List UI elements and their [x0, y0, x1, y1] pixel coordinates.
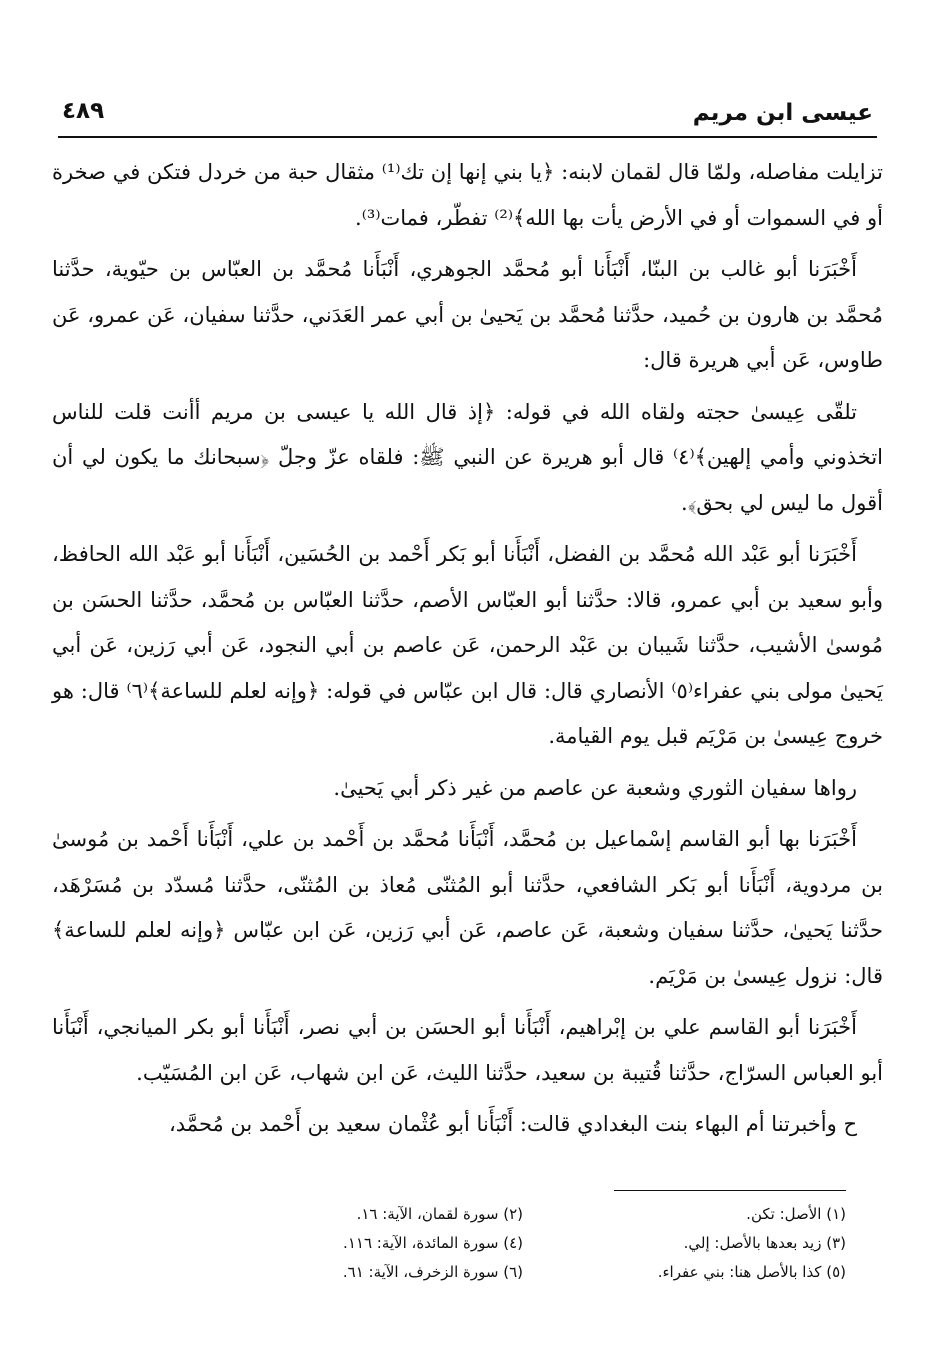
footnote-divider — [614, 1190, 846, 1191]
footnotes — [200, 1200, 846, 1287]
footnote-2: (٢) سورة لقمان، الآية: ١٦. — [356, 1205, 523, 1223]
paragraph-8: ح وأخبرتنا أم البهاء بنت البغدادي قالت: أَنْبَأَنا أبو عُثْمان سعيد بن أَحْمد بن مُحمَّد، — [169, 1112, 857, 1136]
paragraph-3: تلقّى عِيسىٰ حجته ولقاه الله في قوله: ﴿إذ قال الله يا عيسى بن مريم أأنت قلت للناس اتخذوني وأمي إلهين﴾⁽٤⁾ قال أبو هريرة عن النبي ﷺ: فلقاه عزّ وجلّ ﴿سبحانك ما يكون لي أن أقول ما ليس لي بحق﴾. — [52, 399, 883, 515]
paragraph-5: رواها سفيان الثوري وشعبة عن عاصم من غير ذكر أبي يَحيىٰ. — [333, 775, 857, 800]
footnote-4: (٤) سورة المائدة، الآية: ١١٦. — [343, 1234, 523, 1252]
main-text — [52, 150, 883, 1154]
chapter-title: عيسى ابن مريم — [692, 100, 873, 126]
paragraph-1: تزايلت مفاصله، ولمّا قال لقمان لابنه: ﴿يا بني إنها إن تك⁽¹⁾ مثقال حبة من خردل فتكن في صخرة أو في السموات أو في الأرض يأت بها الله﴾⁽²⁾ تفطّر، فمات⁽³⁾. — [52, 160, 883, 230]
page-header — [58, 92, 877, 138]
paragraph-7: أَخْبَرَنا أبو القاسم علي بن إبْراهيم، أَنْبَأَنا أبو الحسَن بن أبي نصر، أَنْبَأَنا أبو بكر الميانجي، أَنْبَأَنا أبو العباس السرّاج، حدَّثنا قُتيبة بن سعيد، حدَّثنا الليث، عَن ابن شهاب، عَن ابن المُسَيّب. — [52, 1015, 883, 1085]
paragraph-2: أَخْبَرَنا أبو غالب بن البنّا، أَنْبَأَنا أبو مُحمَّد الجوهري، أَنْبَأَنا مُحمَّد بن العبّاس بن حيّوية، حدَّثنا مُحمَّد بن هارون بن حُميد، حدَّثنا مُحمَّد بن يَحيىٰ بن أبي عمر العَدَني، حدَّثنا سفيان، عَن عمرو، عَن طاوس، عَن أبي هريرة قال: — [52, 257, 883, 372]
page-number: ٤٨٩ — [62, 98, 105, 124]
footnote-1: (١) الأصل: تكن. — [746, 1205, 846, 1223]
footnote-3: (٣) زيد بعدها بالأصل: إلي. — [683, 1234, 846, 1252]
paragraph-6: أَخْبَرَنا بها أبو القاسم إسْماعيل بن مُحمَّد، أَنْبَأَنا مُحمَّد بن أَحْمد بن علي، أَنْبَأَنا أَحْمد بن مُوسىٰ بن مردوية، أَنْبَأَنا أبو بَكر الشافعي، حدَّثنا أبو المُثنّى مُعاذ بن المُثنّى، حدَّثنا مُسدّد بن مُسَرْهَد، حدَّثنا يَحيىٰ، حدَّثنا سفيان وشعبة، عَن عاصم، عَن أبي رَزين، عَن ابن عبّاس ﴿وإنه لعلم للساعة﴾ قال: نزول عِيسىٰ بن مَرْيَم. — [52, 827, 883, 988]
paragraph-4: أَخْبَرَنا أبو عَبْد الله مُحمَّد بن الفضل، أَنْبَأَنا أبو بَكر أَحْمد بن الحُسَين، أَنْبَأَنا أبو عَبْد الله الحافظ، وأبو سعيد بن أبي عمرو، قالا: حدَّثنا أبو العبّاس الأصم، حدَّثنا العبّاس بن مُحمَّد، حدَّثنا الحسَن بن مُوسىٰ الأشيب، حدَّثنا شَيبان بن عَبْد الرحمن، عَن عاصم بن أبي النجود، عَن أبي رَزين، عَن أبي يَحيىٰ مولى بني عفراء⁽٥⁾ الأنصاري قال: قال ابن عبّاس في قوله: ﴿وإنه لعلم للساعة﴾⁽٦⁾ قال: هو خروج عِيسىٰ بن مَرْيَم قبل يوم القيامة. — [52, 542, 883, 748]
footnote-6: (٦) سورة الزخرف، الآية: ٦١. — [342, 1263, 523, 1281]
footnote-5: (٥) كذا بالأصل هنا: بني عفراء. — [657, 1263, 846, 1281]
